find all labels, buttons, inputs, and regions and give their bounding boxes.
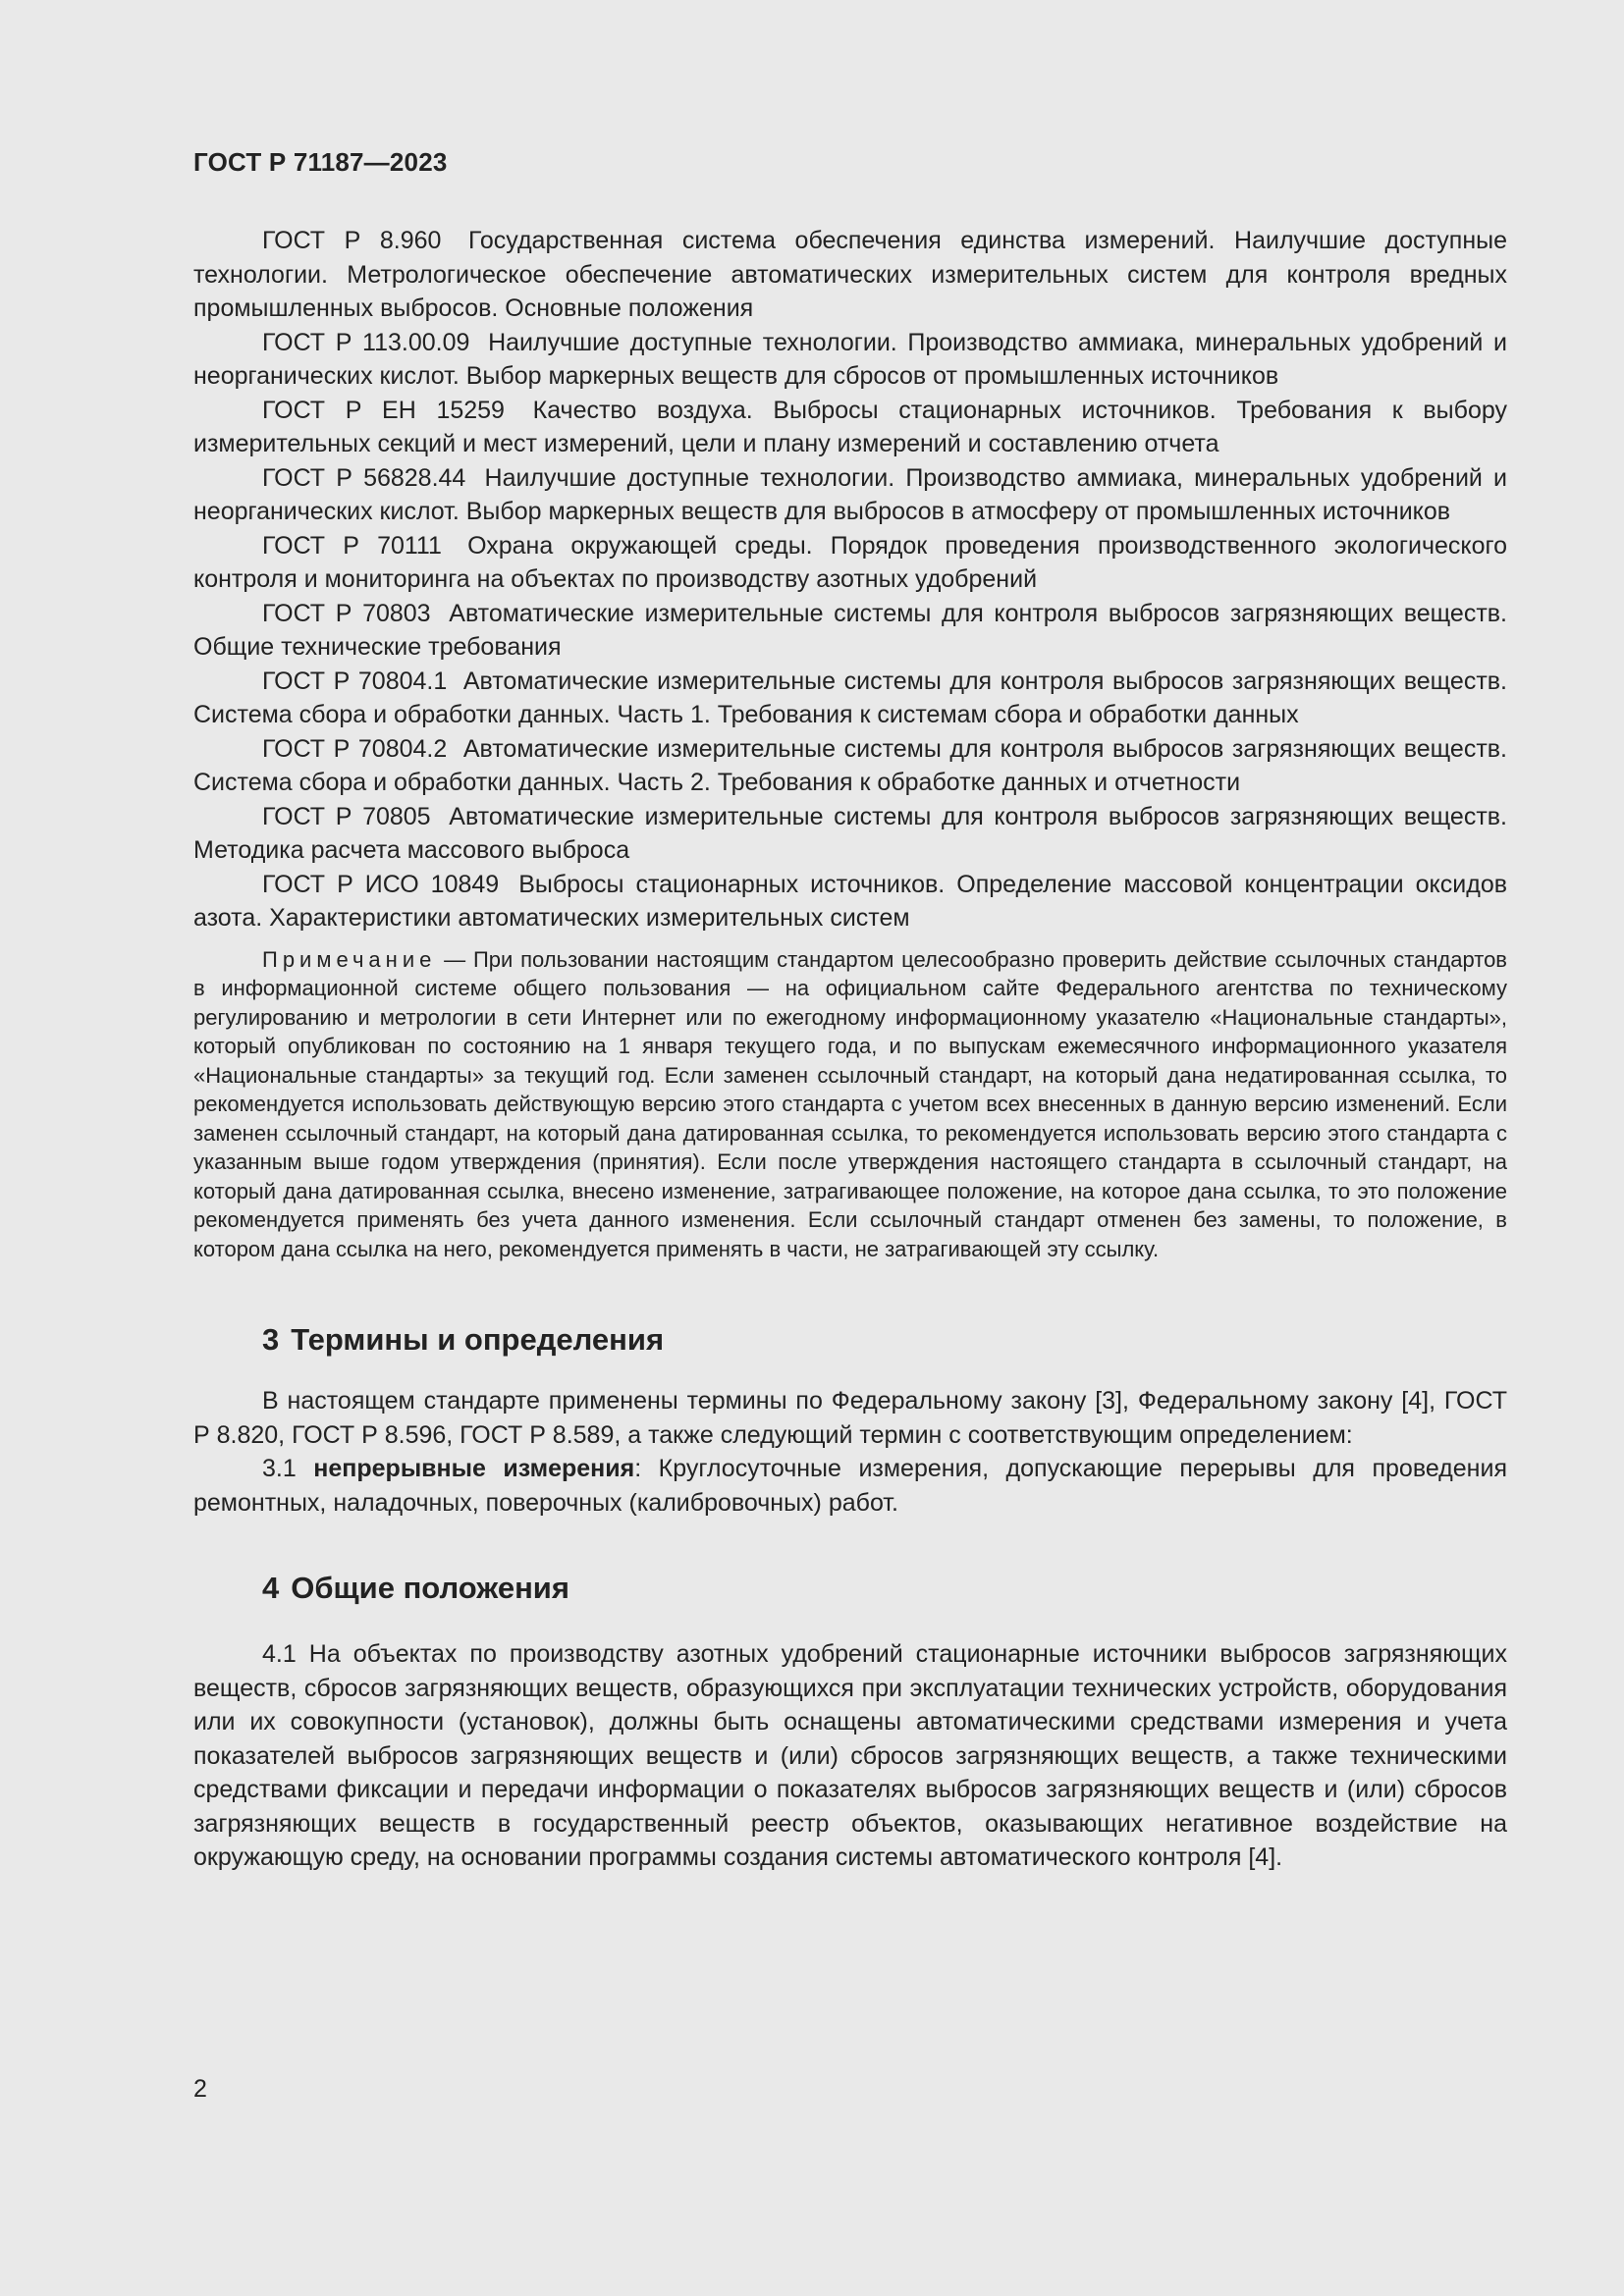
paragraph-number: 4.1: [262, 1640, 297, 1668]
reference-title: Автоматические измерительные системы для контроля выбросов загрязняющих веществ. Общие технические требования: [193, 599, 1507, 661]
reference-item: [193, 800, 1507, 868]
section-3-heading: [262, 1322, 1507, 1358]
section-3-intro: В настоящем стандарте применены термины по Федеральному закону [3], Федеральному закону [4], ГОСТ Р 8.820, ГОСТ Р 8.596, ГОСТ Р 8.589, а также следующий термин с соответствующим определением:: [193, 1387, 1507, 1449]
reference-code: ГОСТ Р 8.960: [262, 227, 442, 254]
document-header-code: ГОСТ Р 71187—2023: [193, 147, 448, 177]
reference-item: [193, 597, 1507, 665]
reference-title: Автоматические измерительные системы для контроля выбросов загрязняющих веществ. Система сбора и обработки данных. Часть 1. Требования к системам сбора и обработки данных: [193, 667, 1508, 728]
section-4-heading: [262, 1571, 1507, 1606]
reference-item: [193, 732, 1507, 800]
normative-references-list: [193, 224, 1507, 935]
references-note: [193, 945, 1507, 1264]
section-title: Общие положения: [291, 1571, 569, 1605]
section-number: 4: [262, 1571, 280, 1605]
document-body: [193, 224, 1507, 1875]
reference-code: ГОСТ Р 56828.44: [262, 463, 466, 492]
paragraph-text: На объектах по производству азотных удобрений стационарные источники выбросов загрязняющих веществ, сбросов загрязняющих веществ, образующихся при эксплуатации технических устройств, оборудования или их совокупности (установок), должны быть оснащены автоматическими средствами измерения и учета показателей выбросов загрязняющих веществ и (или) сбросов загрязняющих веществ, а также техническими средствами фиксации и передачи информации о показателях выбросов загрязняющих веществ и (или) сбросов загрязняющих веществ в государственный реестр объектов, оказывающих негативное воздействие на окружающую среду, на основании программы создания системы автоматического контроля [4].: [193, 1640, 1507, 1871]
reference-title: Автоматические измерительные системы для контроля выбросов загрязняющих веществ. Система сбора и обработки данных. Часть 2. Требования к обработке данных и отчетности: [193, 734, 1508, 796]
reference-code: ГОСТ Р 70804.1: [262, 667, 448, 695]
term-definition-text: : Круглосуточные измерения, допускающие перерывы для проведения ремонтных, наладочных, поверочных (калибровочных) работ.: [193, 1455, 1507, 1517]
page-number: 2: [193, 2075, 207, 2103]
reference-item: [193, 529, 1507, 597]
section-title: Термины и определения: [291, 1322, 665, 1357]
reference-code: ГОСТ Р ИСО 10849: [262, 870, 500, 898]
reference-title: Выбросы стационарных источников. Определение массовой концентрации оксидов азота. Характеристики автоматических измерительных систем: [193, 870, 1508, 932]
reference-code: ГОСТ Р 70805: [262, 802, 431, 830]
reference-title: Автоматические измерительные системы для контроля выбросов загрязняющих веществ. Методика расчета массового выброса: [193, 802, 1507, 864]
reference-code: ГОСТ Р 70803: [262, 599, 431, 627]
reference-title: Государственная система обеспечения единства измерений. Наилучшие доступные технологии. Метрологическое обеспечение автоматических измерительных систем для контроля вредных промышленных выбросов. Основные положения: [193, 227, 1507, 322]
term-definition: [193, 1452, 1507, 1520]
reference-code: ГОСТ Р 113.00.09: [262, 328, 470, 356]
reference-title: Наилучшие доступные технологии. Производство аммиака, минеральных удобрений и неорганических кислот. Выбор маркерных веществ для выбросов в атмосферу от промышленных источников: [193, 463, 1508, 525]
note-label: Примечание: [262, 946, 437, 972]
reference-title: Наилучшие доступные технологии. Производство аммиака, минеральных удобрений и неорганических кислот. Выбор маркерных веществ для сбросов от промышленных источников: [193, 328, 1507, 390]
reference-title: Охрана окружающей среды. Порядок проведения производственного экологического контроля и мониторинга на объектах по производству азотных удобрений: [193, 531, 1507, 593]
reference-title: Качество воздуха. Выбросы стационарных источников. Требования к выбору измерительных секций и мест измерений, цели и плану измерений и составлению отчета: [193, 396, 1507, 457]
reference-item: [193, 326, 1507, 394]
reference-item: [193, 394, 1507, 461]
reference-item: [193, 665, 1507, 732]
term-name: непрерывные измерения: [313, 1455, 635, 1482]
reference-item: [193, 868, 1507, 935]
reference-code: ГОСТ Р 70804.2: [262, 734, 448, 763]
reference-item: [193, 461, 1507, 529]
note-text: — При пользовании настоящим стандартом целесообразно проверить действие ссылочных стандартов в информационной системе общего пользования — на официальном сайте Федерального агентства по техническому регулированию и метрологии в сети Интернет или по ежегодному информационному указателю «Национальные стандарты», который опубликован по состоянию на 1 января текущего года, и по выпускам ежемесячного информационного указателя «Национальные стандарты» за текущий год. Если заменен ссылочный стандарт, на который дана недатированная ссылка, то рекомендуется использовать действующую версию этого стандарта с учетом всех внесенных в данную версию изменений. Если заменен ссылочный стандарт, на который дана датированная ссылка, то рекомендуется использовать версию этого стандарта с указанным выше годом утверждения (принятия). Если после утверждения настоящего стандарта в ссылочный стандарт, на который дана датированная ссылка, внесено изменение, затрагивающее положение, на которое дана ссылка, то это положение рекомендуется применять без учета данного изменения. Если ссылочный стандарт отменен без замены, то положение, в котором дана ссылка на него, рекомендуется применять в части, не затрагивающей эту ссылку.: [193, 946, 1507, 1261]
reference-code: ГОСТ Р 70111: [262, 531, 442, 560]
reference-item: [193, 224, 1507, 326]
term-number: 3.1: [262, 1455, 297, 1482]
reference-code: ГОСТ Р ЕН 15259: [262, 396, 505, 424]
paragraph-4-1: [193, 1637, 1507, 1875]
section-number: 3: [262, 1322, 280, 1357]
